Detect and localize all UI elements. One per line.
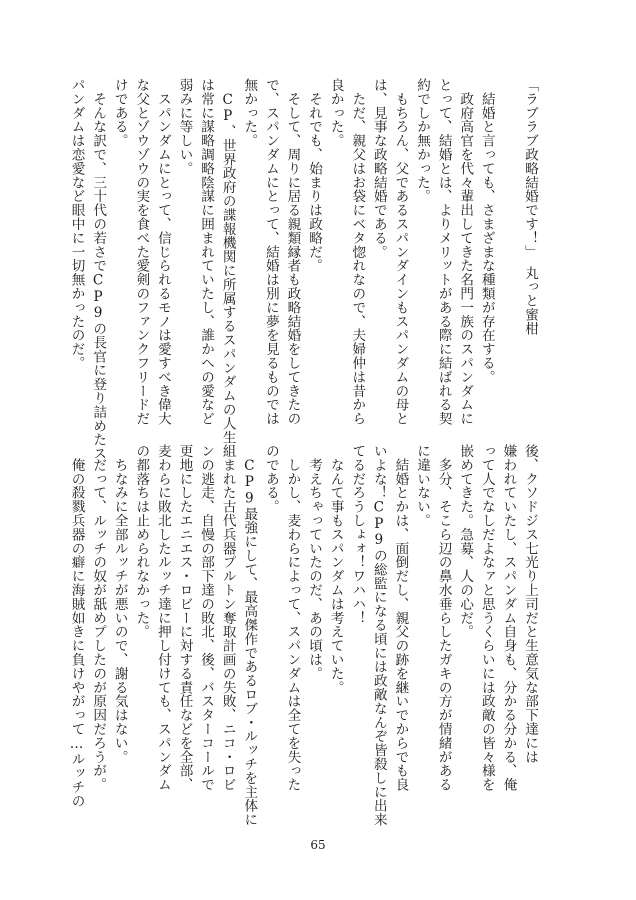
text-line [497, 78, 519, 430]
text-line: スパンダムにとって、信じられるモノは愛すべき偉大 [154, 78, 171, 426]
text-line: いよな！CP9の総監になる頃には政敵なんぞ皆殺しに出来 [370, 444, 387, 827]
text-line: 組まれた古代兵器プルトン奪取計画の失敗、ニコ・ロビ [219, 444, 236, 792]
text-line: もちろん、父であるスパンダインもスパンダムの母と [392, 78, 409, 426]
text-line: 後、クソドジス七光り上司だと生意気な部下達には [522, 444, 538, 764]
text-line: 多分、そこら辺の鼻水垂らしたガキの方が情緒がある [435, 444, 452, 792]
text-line: ンの逃走、自慢の部下達の敗北、後、バスターコールで [198, 444, 215, 792]
text-line: だって、ルッチの奴が舐めプしたのが原因だろうが。 [90, 444, 107, 792]
text-line: って人でなしだよなァと思うくらいには政敵の皆々様を [478, 444, 495, 792]
text-line: 麦わらに敗北したルッチ達に押し付けても、スパンダム [154, 444, 171, 792]
text-line: てるだろうしょォ！ワハハ！ [349, 444, 366, 625]
text-line: 弱みに等しい。 [176, 78, 193, 176]
text-line: 約でしか無かった。 [414, 78, 431, 204]
text-line: とって、結婚とは、よりメリットがある際に結ばれる契 [435, 78, 452, 426]
text-line: CP9最強にして、最高傑作であるロブ・ルッチを主体に [241, 444, 258, 827]
text-line: に違いない。 [414, 444, 431, 528]
text-line: 結婚と言っても、さまざまな種類が存在する。 [478, 78, 495, 384]
text-line: 更地にしたエニエス・ロビーに対する責任などを全部、 [176, 444, 193, 792]
text-line: の都落ちは止められなかった。 [133, 444, 150, 639]
text-line: 政府高官を代々輩出してきた名門一族のスパンダムに [457, 78, 474, 426]
text-line: 結婚とかは、面倒だし、親父の跡を継いでからでも良 [392, 444, 409, 792]
text-line: のである。 [262, 444, 279, 514]
text-line: ただ、親父はお袋にベタ惚れなので、夫婦仲は昔から [349, 78, 366, 426]
page-number: 65 [310, 838, 326, 852]
text-line: 考えちゃっていたのだ、あの頃は。 [306, 444, 323, 681]
text-line: けである。 [111, 78, 128, 148]
text-line: 良かった。 [327, 78, 344, 148]
text-line: そんな訳で、三十代の若さでCP9の長官に登り詰めたス [90, 78, 107, 461]
text-line: 無かった。 [241, 78, 258, 148]
text-line: ちなみに全部ルッチが悪いので、謝る気はない。 [111, 444, 128, 764]
text-line: 「ラブラブ政略結婚です！」 丸っと蜜柑 [522, 78, 538, 336]
text-line: 俺の殺戮兵器の癖に海賊如きに負けやがって…ルッチの [68, 444, 85, 808]
text-line: なんて事もスパンダムは考えていた。 [327, 444, 344, 695]
text-line: パンダムは恋愛など眼中に一切無かったのだ。 [68, 78, 85, 370]
text-line: な父とゾウゾウの実を食べた愛剣のファンクフリードだ [133, 78, 150, 426]
text-line: しかし、麦わらによって、スパンダムは全てを失った [284, 444, 301, 792]
upper-text-block [65, 78, 540, 461]
text-line: で、スパンダムにとって、結婚は別に夢を見るものでは [262, 78, 279, 426]
text-line: 嵌めてきた。急募、人の心だ。 [457, 444, 474, 639]
text-line: そして、周りに居る親類縁者も政略結婚をしてきたの [284, 78, 301, 426]
text-line: CP、世界政府の諜報機関に所属するスパンダムの人生 [219, 78, 236, 445]
text-line: は、見事な政略結婚である。 [370, 78, 387, 259]
lower-text-block [65, 444, 540, 827]
text-line: は常に謀略調略陰謀に囲まれていたし、誰かへの愛など [198, 78, 215, 426]
text-line: 嫌われていたし、スパンダム自身も、分かる分かる、俺 [500, 444, 517, 792]
text-line: それでも、始まりは政略だ。 [306, 78, 323, 273]
